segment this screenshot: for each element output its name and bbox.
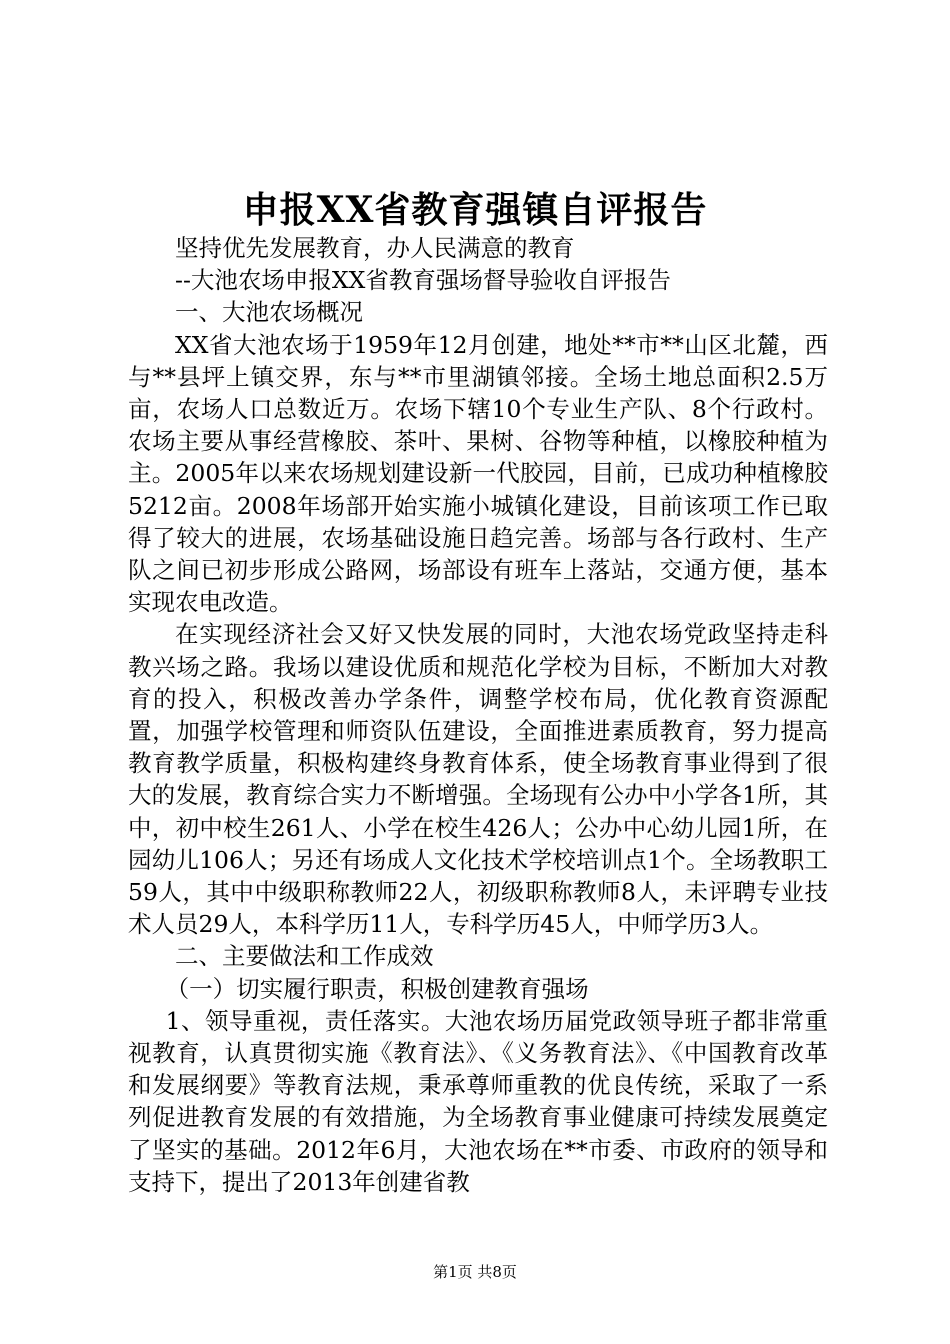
paragraph-education: 在实现经济社会又好又快发展的同时，大池农场党政坚持走科教兴场之路。我场以建设优质和规范化学校为目标，不断加大对教育的投入，积极改善办学条件，调整学校布局，优化教育资源配置，加强学校管理和师资队伍建设，全面推进素质教育，努力提高教育教学质量，积极构建终身教育体系，使全场教育事业得到了很大的发展，教育综合实力不断增强。全场现有公办中小学各1所，其中，初中校生261人、小学在校生426人；公办中心幼儿园1所，在园幼儿106人；另还有场成人文化技术学校培训点1个。全场教职工59人，其中中级职称教师22人，初级职称教师8人，未评聘专业技术人员29人，本科学历11人，专科学历45人，中师学历3人。 [128,620,828,939]
subsection-heading-1: （一）切实履行职责，积极创建教育强场 [165,974,589,1003]
document-title: 申报XX省教育强镇自评报告 [242,189,708,231]
page-footer: 第1页 共8页 [433,1263,517,1281]
subtitle-line-2: --大池农场申报XX省教育强场督导验收自评报告 [175,266,671,295]
paragraph-leadership: 1、领导重视，责任落实。大池农场历届党政领导班子都非常重视教育，认真贯彻实施《教育法》、《义务教育法》、《中国教育改革和发展纲要》等教育法规，秉承尊师重教的优良传统，采取了一系列促进教育发展的有效措施，为全场教育事业健康可持续发展奠定了坚实的基础。2012年6月，大池农场在**市委、市政府的领导和支持下，提出了2013年创建省教 [128,1006,828,1196]
paragraph-overview: XX省大池农场于1959年12月创建，地处**市**山区北麓，西与**县坪上镇交界，东与**市里湖镇邻接。全场土地总面积2.5万亩，农场人口总数近万。农场下辖10个专业生产队、8个行政村。农场主要从事经营橡胶、茶叶、果树、谷物等种植，以橡胶种植为主。2005年以来农场规划建设新一代胶园，目前，已成功种植橡胶5212亩。2008年场部开始实施小城镇化建设，目前该项工作已取得了较大的进展，农场基础设施日趋完善。场部与各行政村、生产队之间已初步形成公路网，场部设有班车上落站，交通方便，基本实现农电改造。 [128,330,828,617]
document-body [128,232,828,1198]
section-heading-2: 二、主要做法和工作成效 [175,942,434,971]
subtitle-line-1: 坚持优先发展教育，办人民满意的教育 [175,234,575,262]
section-heading-1: 一、大池农场概况 [175,298,363,327]
